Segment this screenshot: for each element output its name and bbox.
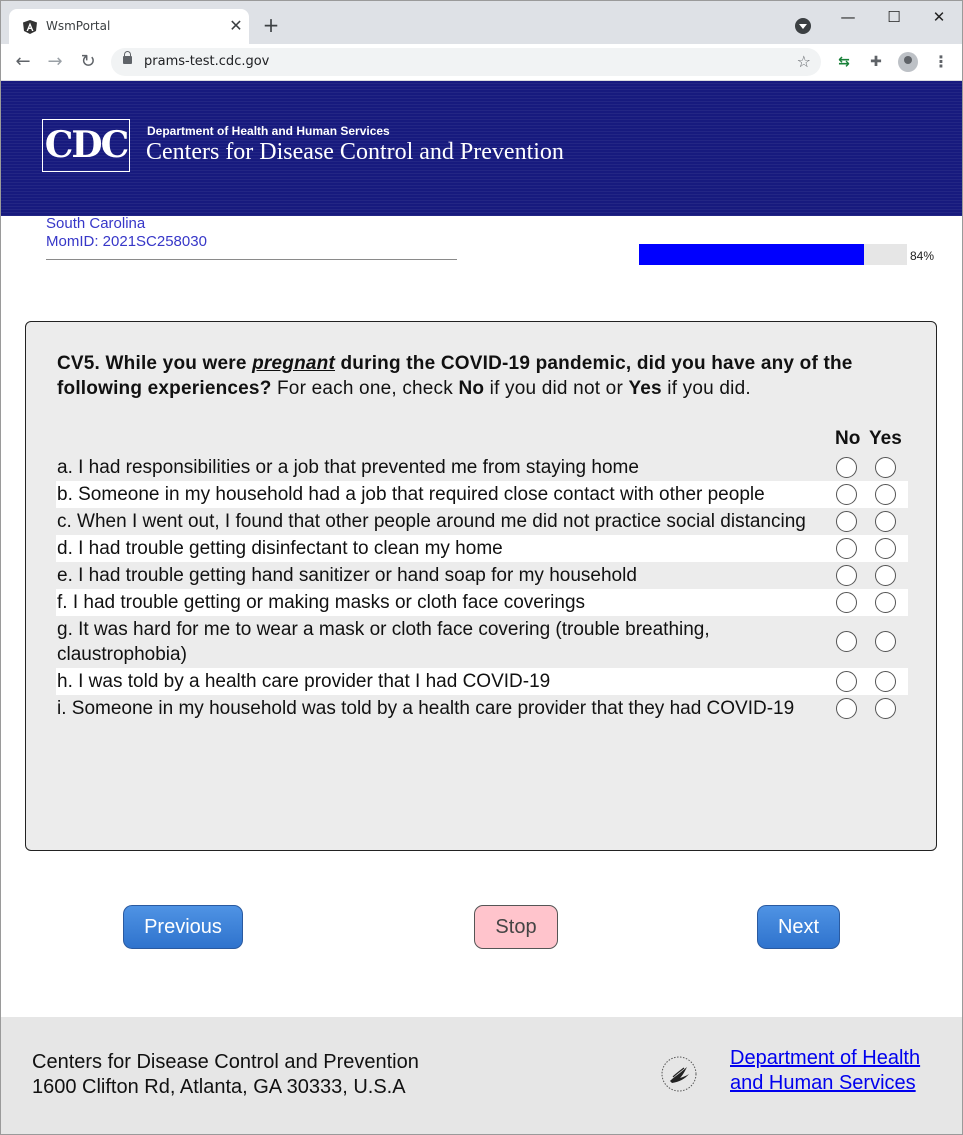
item-label: i. Someone in my household was told by a health care provider that they had COVID-19 (57, 698, 795, 719)
reload-icon[interactable]: ↻ (80, 51, 96, 72)
radio-no-a[interactable] (836, 457, 857, 478)
column-header-yes: Yes (869, 428, 902, 449)
profile-avatar-icon[interactable] (898, 52, 918, 72)
cdc-header-banner (1, 81, 962, 216)
close-window-icon[interactable]: ✕ (932, 8, 946, 26)
item-list (56, 454, 908, 722)
cdc-logo: CDC (42, 119, 130, 172)
instruction-part2: if you did not or (489, 378, 623, 399)
radio-yes-e[interactable] (875, 565, 896, 586)
question-item-a (56, 454, 908, 481)
column-header-no: No (835, 428, 861, 449)
radio-yes-g[interactable] (875, 631, 896, 652)
agency-title: Centers for Disease Control and Prevention (146, 139, 564, 165)
tab-title: WsmPortal (46, 19, 111, 33)
previous-button[interactable]: Previous (123, 905, 243, 949)
item-label: b. Someone in my household had a job that required close contact with other people (57, 484, 765, 505)
footer-address: 1600 Clifton Rd, Atlanta, GA 30333, U.S.A (32, 1076, 406, 1098)
radio-yes-c[interactable] (875, 511, 896, 532)
instruction-no: No (458, 378, 485, 399)
tab-search-icon[interactable] (795, 18, 811, 34)
radio-no-d[interactable] (836, 538, 857, 559)
item-label: d. I had trouble getting disinfectant to clean my home (57, 538, 503, 559)
radio-no-h[interactable] (836, 671, 857, 692)
question-part1: While you were (105, 353, 247, 374)
radio-no-b[interactable] (836, 484, 857, 505)
lock-icon[interactable] (123, 56, 132, 64)
question-item-g (56, 616, 908, 668)
radio-no-g[interactable] (836, 631, 857, 652)
stop-button[interactable]: Stop (474, 905, 558, 949)
new-tab-icon[interactable]: + (262, 13, 280, 37)
bookmark-star-icon[interactable]: ☆ (796, 52, 811, 71)
instruction-part1: For each one, check (277, 378, 453, 399)
address-bar[interactable] (111, 48, 821, 76)
angular-icon (22, 19, 38, 35)
question-emphasis: pregnant (252, 353, 336, 374)
radio-yes-f[interactable] (875, 592, 896, 613)
hhs-seal-icon (660, 1055, 698, 1093)
divider (46, 259, 457, 260)
instruction-part3: if you did. (667, 378, 751, 399)
page-content (1, 81, 962, 1134)
item-label: g. It was hard for me to wear a mask or cloth face covering (trouble breathing, claustrophobia) (57, 619, 710, 665)
question-item-i (56, 695, 908, 722)
question-item-f (56, 589, 908, 616)
back-icon[interactable]: ← (15, 51, 31, 72)
tab-strip (1, 1, 962, 44)
item-label: a. I had responsibilities or a job that prevented me from staying home (57, 457, 639, 478)
next-button[interactable]: Next (757, 905, 840, 949)
browser-menu-icon[interactable]: ⋮ (933, 52, 949, 71)
question-part2: during the COVID-19 pandemic, did you have any of the following experiences? (57, 353, 853, 399)
hhs-link[interactable]: Department of Health and Human Services (730, 1047, 921, 1094)
radio-no-f[interactable] (836, 592, 857, 613)
question-text (57, 351, 907, 401)
item-label: h. I was told by a health care provider that I had COVID-19 (57, 671, 551, 692)
maximize-icon[interactable]: ☐ (887, 8, 901, 26)
mom-id-label: MomID: 2021SC258030 (46, 233, 207, 250)
minimize-icon[interactable]: — (840, 8, 856, 26)
radio-no-i[interactable] (836, 698, 857, 719)
radio-yes-h[interactable] (875, 671, 896, 692)
progress-bar (639, 244, 907, 265)
radio-yes-a[interactable] (875, 457, 896, 478)
instruction-yes: Yes (628, 378, 662, 399)
forward-icon[interactable]: → (47, 51, 63, 72)
extension-green-icon[interactable]: ⇆ (838, 54, 850, 70)
question-item-d (56, 535, 908, 562)
question-panel (25, 321, 937, 851)
question-item-h (56, 668, 908, 695)
browser-toolbar (1, 44, 962, 81)
url-text[interactable]: prams-test.cdc.gov (144, 54, 270, 69)
question-item-c (56, 508, 908, 535)
page-footer (1, 1017, 962, 1134)
item-label: f. I had trouble getting or making masks or cloth face coverings (57, 592, 586, 613)
state-label: South Carolina (46, 215, 146, 232)
question-item-b (56, 481, 908, 508)
progress-label: 84% (910, 249, 935, 263)
footer-agency: Centers for Disease Control and Prevention (32, 1051, 419, 1073)
department-title: Department of Health and Human Services (147, 124, 390, 138)
item-label: e. I had trouble getting hand sanitizer or hand soap for my household (57, 565, 637, 586)
puzzle-icon[interactable]: ✚ (870, 54, 882, 70)
radio-yes-d[interactable] (875, 538, 896, 559)
progress-fill (639, 244, 864, 265)
browser-tab[interactable] (9, 9, 249, 44)
question-id: CV5. (57, 353, 101, 374)
radio-yes-b[interactable] (875, 484, 896, 505)
radio-yes-i[interactable] (875, 698, 896, 719)
radio-no-c[interactable] (836, 511, 857, 532)
radio-no-e[interactable] (836, 565, 857, 586)
item-label: c. When I went out, I found that other people around me did not practice social distancing (57, 511, 806, 532)
tab-close-icon[interactable]: ✕ (229, 16, 243, 35)
question-item-e (56, 562, 908, 589)
